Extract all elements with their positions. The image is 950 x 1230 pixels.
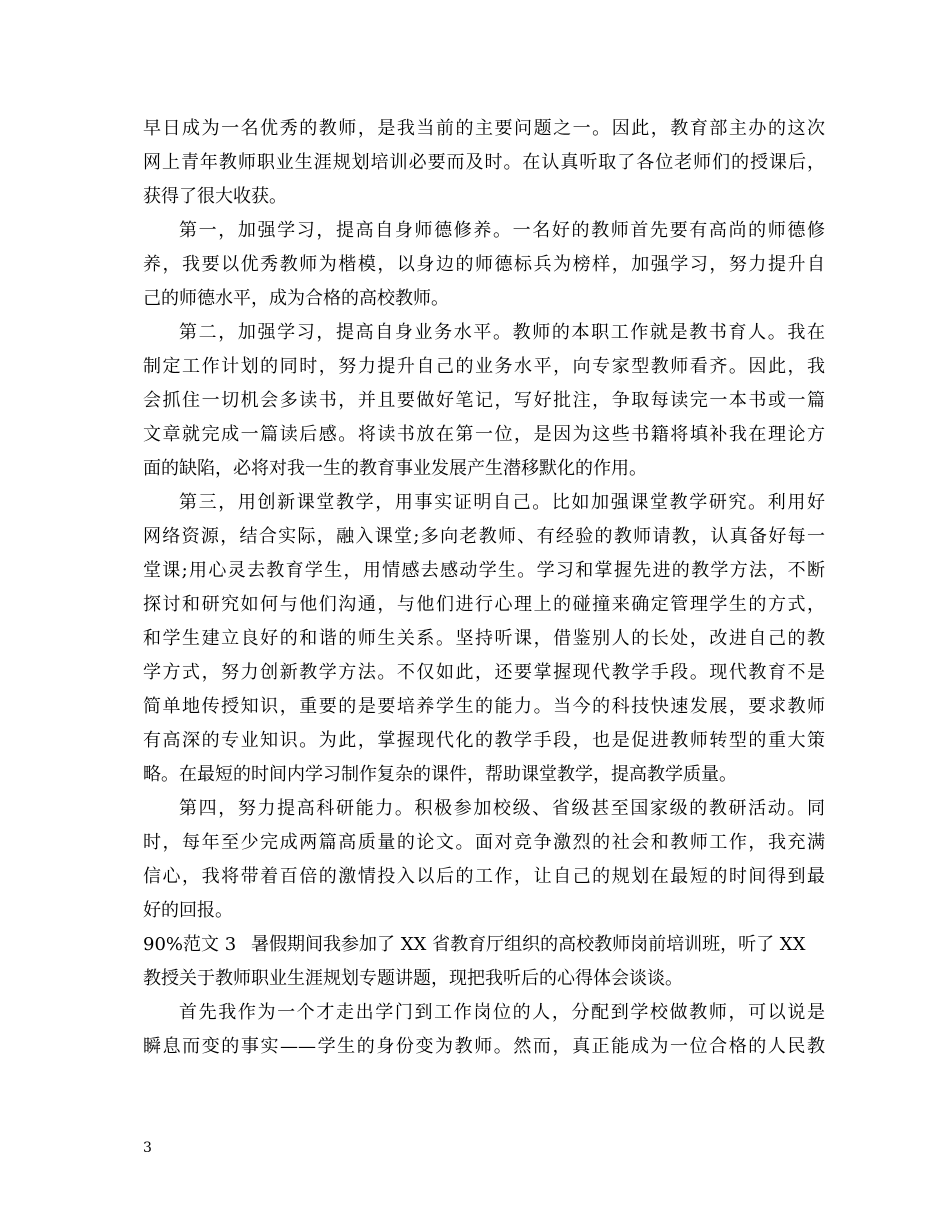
text-line: 会抓住一切机会多读书，并且要做好笔记，写好批注，争取每读完一本书或一篇 bbox=[143, 390, 825, 411]
text-line: 时，每年至少完成两篇高质量的论文。面对竞争激烈的社会和教师工作，我充满 bbox=[143, 832, 825, 853]
paragraph-first-point bbox=[143, 214, 825, 316]
text-line: 信心，我将带着百倍的激情投入以后的工作，让自己的规划在最短的时间得到最 bbox=[143, 866, 825, 887]
text-line: 获得了很大收获。 bbox=[143, 186, 287, 207]
text-line: 好的回报。 bbox=[143, 900, 233, 921]
text-line: 文章就完成一篇读后感。将读书放在第一位，是因为这些书籍将填补我在理论方 bbox=[143, 424, 825, 445]
paragraph-third-point bbox=[143, 486, 825, 792]
text-line: 学方式，努力创新教学方法。不仅如此，还要掌握现代教学手段。现代教育不是 bbox=[143, 662, 825, 683]
text-line: 首先我作为一个才走出学门到工作岗位的人，分配到学校做教师，可以说是 bbox=[179, 1002, 825, 1023]
text-line: 和学生建立良好的和谐的师生关系。坚持听课，借鉴别人的长处，改进自己的教 bbox=[143, 628, 825, 649]
section-first-line bbox=[143, 928, 825, 962]
text-line: 第一，加强学习，提高自身师德修养。一名好的教师首先要有高尚的师德修 bbox=[179, 220, 825, 241]
paragraph-fourth-point bbox=[143, 792, 825, 928]
text-line: 第三，用创新课堂教学，用事实证明自己。比如加强课堂教学研究。利用好 bbox=[179, 492, 825, 513]
text-line: 有高深的专业知识。为此，掌握现代化的教学手段，也是促进教师转型的重大策 bbox=[143, 730, 825, 751]
text-line: 早日成为一名优秀的教师，是我当前的主要问题之一。因此，教育部主办的这次 bbox=[143, 118, 825, 139]
section-label: 90%范文 3 bbox=[143, 934, 237, 955]
text-line: 简单地传授知识，重要的是要培养学生的能力。当今的科技快速发展，要求教师 bbox=[143, 696, 825, 717]
text-line: 第二，加强学习，提高自身业务水平。教师的本职工作就是教书育人。我在 bbox=[179, 322, 825, 343]
paragraph-intro bbox=[143, 112, 825, 214]
text-line: 网上青年教师职业生涯规划培训必要而及时。在认真听取了各位老师们的授课后， bbox=[143, 152, 825, 173]
text-line: 探讨和研究如何与他们沟通，与他们进行心理上的碰撞来确定管理学生的方式， bbox=[143, 594, 825, 615]
paragraph-second-point bbox=[143, 316, 825, 486]
text-line: 教授关于教师职业生涯规划专题讲题，现把我听后的心得体会谈谈。 bbox=[143, 968, 683, 989]
page-number: 3 bbox=[143, 1140, 152, 1156]
text-line: 堂课;用心灵去教育学生，用情感去感动学生。学习和掌握先进的教学方法，不断 bbox=[143, 560, 825, 581]
text-line: 网络资源，结合实际，融入课堂;多向老教师、有经验的教师请教，认真备好每一 bbox=[143, 526, 825, 547]
paragraph-closing bbox=[143, 996, 825, 1064]
text-line: 第四，努力提高科研能力。积极参加校级、省级甚至国家级的教研活动。同 bbox=[179, 798, 825, 819]
text-line: 己的师德水平，成为合格的高校教师。 bbox=[143, 288, 449, 309]
text-line: 制定工作计划的同时，努力提升自己的业务水平，向专家型教师看齐。因此，我 bbox=[143, 356, 825, 377]
text-line: 瞬息而变的事实——学生的身份变为教师。然而，真正能成为一位合格的人民教 bbox=[143, 1036, 825, 1057]
text-line: 养，我要以优秀教师为楷模，以身边的师德标兵为榜样，加强学习，努力提升自 bbox=[143, 254, 825, 275]
text-line: 面的缺陷，必将对我一生的教育事业发展产生潜移默化的作用。 bbox=[143, 458, 647, 479]
text-line: 暑假期间我参加了 XX 省教育厅组织的高校教师岗前培训班，听了 XX bbox=[251, 934, 806, 955]
text-line: 略。在最短的时间内学习制作复杂的课件，帮助课堂教学，提高教学质量。 bbox=[143, 764, 737, 785]
document-body bbox=[143, 112, 825, 1064]
section-sample-3 bbox=[143, 928, 825, 996]
